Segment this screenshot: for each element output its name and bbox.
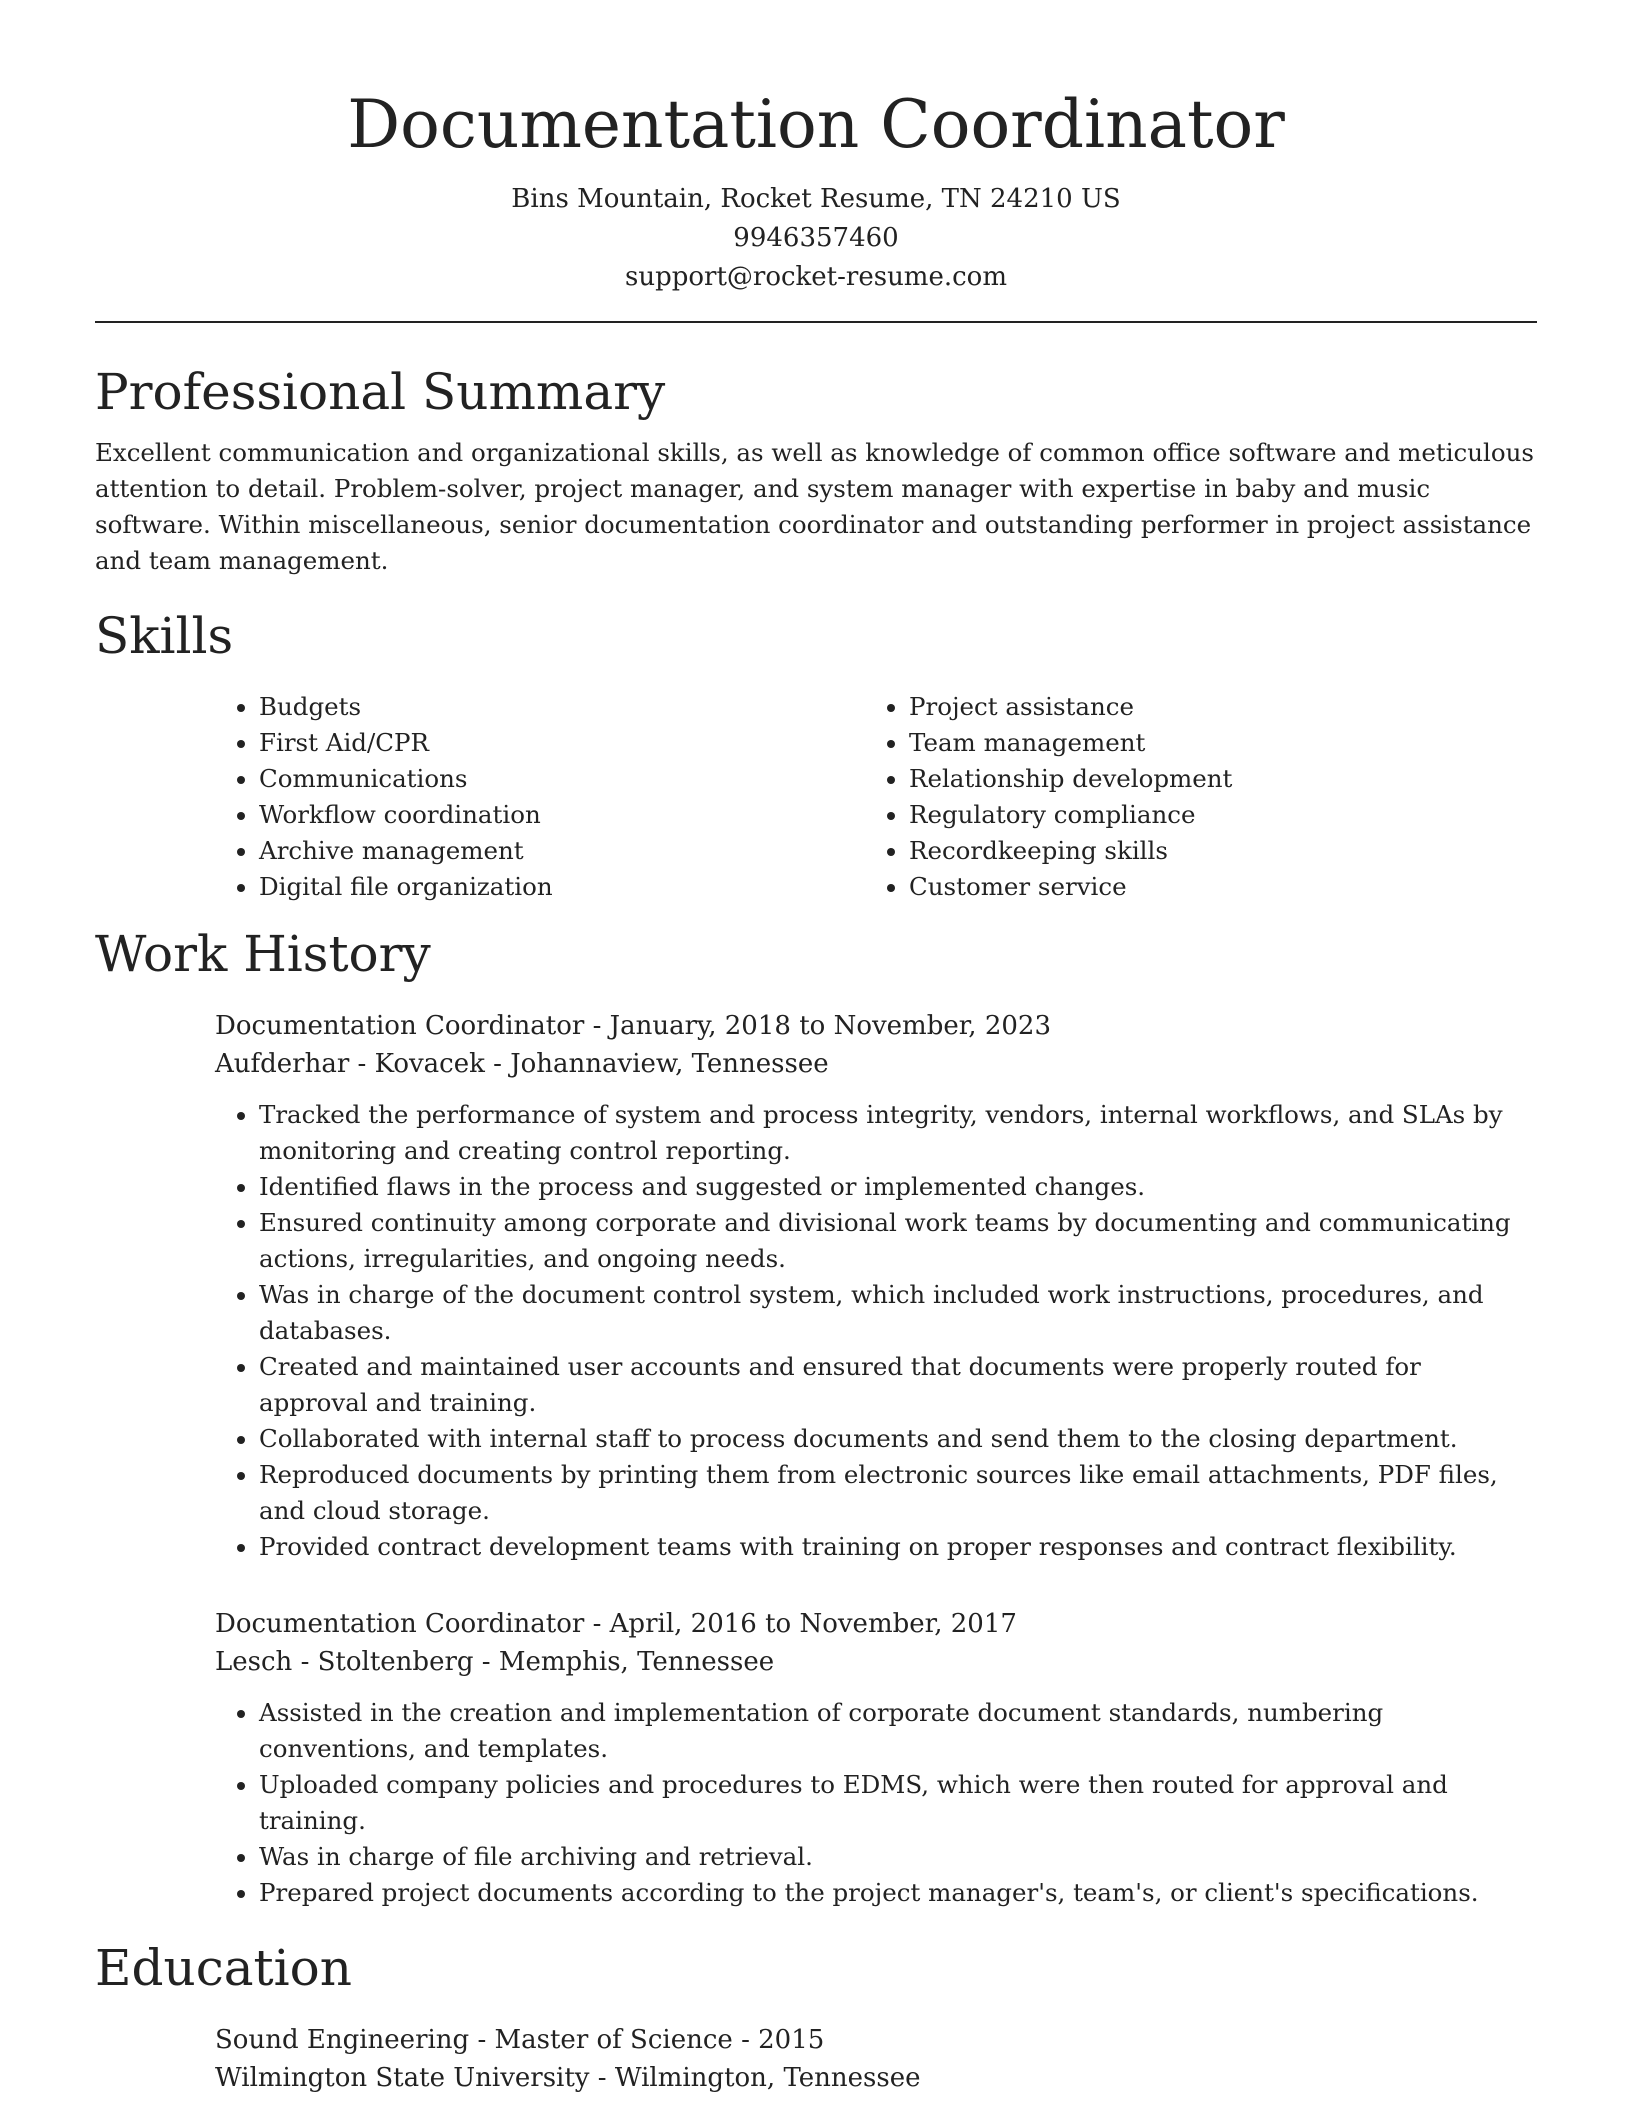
job-company-line [215, 1045, 1537, 1083]
header-divider [95, 321, 1537, 323]
skill-item: • First Aid/CPR [259, 725, 865, 761]
job-bullet: • Was in charge of the document control system, which included work instructions, procedures, and databases. [259, 1277, 1537, 1349]
skill-item: • Workflow coordination [259, 797, 865, 833]
education-degree: Sound Engineering - Master of Science [215, 2025, 733, 2055]
job-bullets [215, 1097, 1537, 1565]
job-bullet: • Uploaded company policies and procedures to EDMS, which were then routed for approval and training. [259, 1767, 1537, 1839]
summary-text: Excellent communication and organizational skills, as well as knowledge of common office software and meticulous attention to detail. Problem-solver, project manager, and system manager with expertise in baby and music software. Within miscellaneous, senior documentation coordinator and outstanding performer in project assistance and team management. [95, 438, 1534, 575]
skills-list-left [215, 689, 865, 905]
summary-section [95, 357, 1537, 579]
job-entry [215, 1007, 1537, 1565]
job-bullet: • Identified flaws in the process and suggested or implemented changes. [259, 1169, 1537, 1205]
job-title-line [215, 1605, 1537, 1643]
skills-list-right [865, 689, 1515, 905]
job-bullet: • Prepared project documents according to the project manager's, team's, or client's specifications. [259, 1875, 1537, 1911]
education-heading: Education [95, 1939, 352, 1997]
skill-item: • Team management [909, 725, 1515, 761]
work-history-heading: Work History [95, 925, 431, 983]
skill-item: • Regulatory compliance [909, 797, 1515, 833]
education-section [95, 1933, 1537, 2097]
contact-block [95, 180, 1537, 297]
contact-email: support@rocket-resume.com [624, 262, 1007, 292]
job-bullet: • Assisted in the creation and implementation of corporate document standards, numbering conventions, and templates. [259, 1695, 1537, 1767]
skills-section [95, 601, 1537, 905]
skill-item: • Project assistance [909, 689, 1515, 725]
job-bullet: • Collaborated with internal staff to process documents and send them to the closing department. [259, 1421, 1537, 1457]
skill-item: • Customer service [909, 869, 1515, 905]
job-bullet: • Ensured continuity among corporate and divisional work teams by documenting and communicating actions, irregularities, and ongoing needs. [259, 1205, 1537, 1277]
job-location: - Johannaview, Tennessee [484, 1049, 829, 1079]
job-dates: - April, 2016 to November, 2017 [584, 1609, 1017, 1639]
job-company: Aufderhar - Kovacek [215, 1049, 485, 1079]
job-bullets [215, 1695, 1537, 1911]
summary-heading: Professional Summary [95, 363, 666, 421]
contact-address: Bins Mountain, Rocket Resume, TN 24210 US [511, 184, 1121, 214]
job-bullet: • Tracked the performance of system and process integrity, vendors, internal workflows, and SLAs by monitoring and creating control reporting. [259, 1097, 1537, 1169]
skills-grid [215, 689, 1537, 905]
resume-header [95, 0, 1537, 297]
candidate-title: Documentation Coordinator [347, 86, 1285, 163]
contact-phone: 9946357460 [733, 223, 899, 253]
skills-heading: Skills [95, 607, 234, 665]
education-location: - Wilmington, Tennessee [589, 2063, 921, 2093]
job-bullet: • Was in charge of file archiving and retrieval. [259, 1839, 1537, 1875]
skill-item: • Relationship development [909, 761, 1515, 797]
skill-item: • Archive management [259, 833, 865, 869]
education-school-line [215, 2059, 1537, 2097]
job-bullet: • Created and maintained user accounts and ensured that documents were properly routed for approval and training. [259, 1349, 1537, 1421]
skill-item: • Digital file organization [259, 869, 865, 905]
job-bullet: • Reproduced documents by printing them from electronic sources like email attachments, PDF files, and cloud storage. [259, 1457, 1537, 1529]
job-title-line [215, 1007, 1537, 1045]
skill-item: • Communications [259, 761, 865, 797]
skill-item: • Recordkeeping skills [909, 833, 1515, 869]
job-entry [215, 1605, 1537, 1911]
education-entry [215, 2021, 1537, 2097]
job-company: Lesch - Stoltenberg [215, 1647, 474, 1677]
job-dates: - January, 2018 to November, 2023 [584, 1011, 1051, 1041]
job-bullet: • Provided contract development teams with training on proper responses and contract flexibility. [259, 1529, 1537, 1565]
skill-item: • Budgets [259, 689, 865, 725]
education-school: Wilmington State University [215, 2063, 590, 2093]
job-location: - Memphis, Tennessee [473, 1647, 775, 1677]
job-company-line [215, 1643, 1537, 1681]
job-role: Documentation Coordinator [215, 1609, 585, 1639]
education-degree-line [215, 2021, 1537, 2059]
job-role: Documentation Coordinator [215, 1011, 585, 1041]
work-history-section [95, 919, 1537, 1911]
education-year: - 2015 [732, 2025, 825, 2055]
